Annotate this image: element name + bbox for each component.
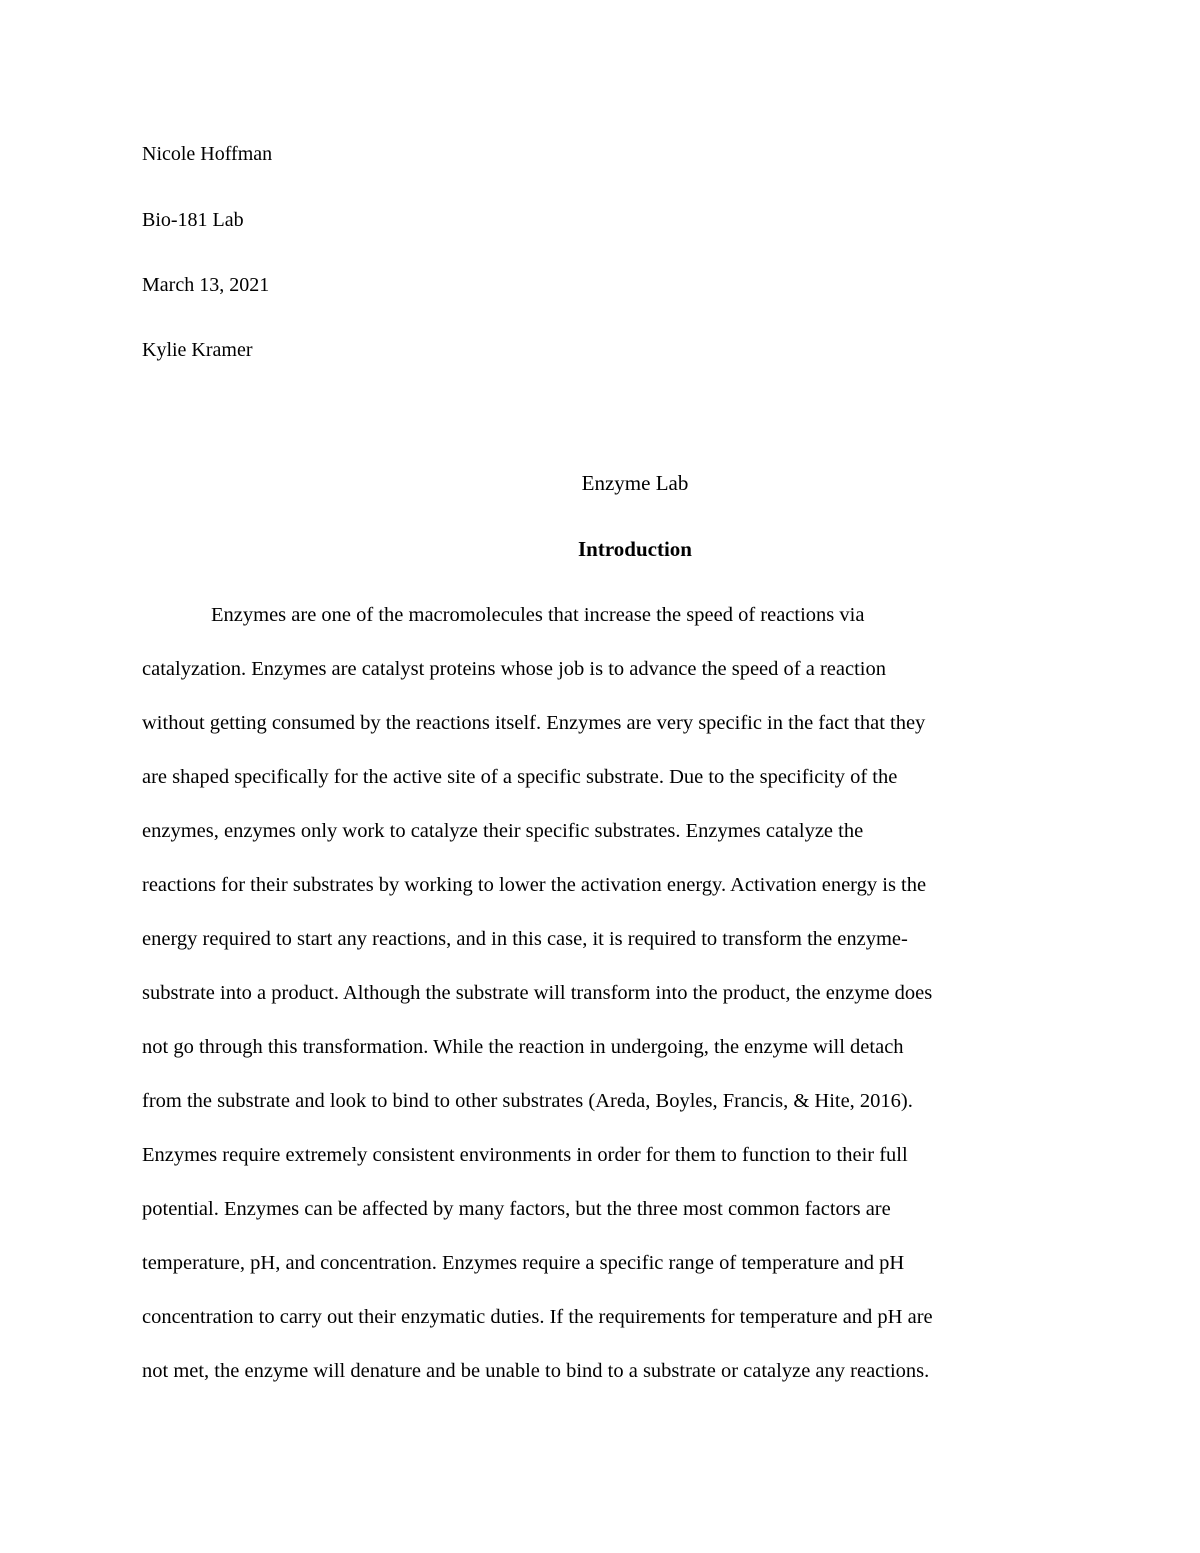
paragraph-line: without getting consumed by the reactions itself. Enzymes are very specific in the fact that they xyxy=(142,712,926,734)
paragraph-line: energy required to start any reactions, and in this case, it is required to transform the enzyme- xyxy=(142,928,908,950)
document-title: Enzyme Lab xyxy=(581,471,689,495)
paragraph-line: substrate into a product. Although the substrate will transform into the product, the enzyme does xyxy=(142,982,933,1004)
paragraph-line: reactions for their substrates by working to lower the activation energy. Activation energy is the xyxy=(142,874,927,896)
instructor-name: Kylie Kramer xyxy=(142,339,253,361)
course-name: Bio-181 Lab xyxy=(142,209,244,231)
paragraph-line: Enzymes are one of the macromolecules that increase the speed of reactions via xyxy=(211,604,865,626)
paragraph-line: catalyzation. Enzymes are catalyst proteins whose job is to advance the speed of a reaction xyxy=(142,658,886,680)
section-heading-introduction: Introduction xyxy=(578,537,692,561)
paragraph-line: potential. Enzymes can be affected by many factors, but the three most common factors are xyxy=(142,1198,891,1220)
paragraph-line: enzymes, enzymes only work to catalyze their specific substrates. Enzymes catalyze the xyxy=(142,820,864,842)
paragraph-line: Enzymes require extremely consistent environments in order for them to function to their full xyxy=(142,1144,908,1166)
paragraph-line: temperature, pH, and concentration. Enzymes require a specific range of temperature and pH xyxy=(142,1252,905,1274)
paragraph-line: concentration to carry out their enzymatic duties. If the requirements for temperature and pH are xyxy=(142,1306,933,1328)
paragraph-line: from the substrate and look to bind to other substrates (Areda, Boyles, Francis, & Hite, 2016). xyxy=(142,1090,913,1112)
paragraph-line: not met, the enzyme will denature and be unable to bind to a substrate or catalyze any reactions. xyxy=(142,1360,930,1382)
paragraph-line: not go through this transformation. While the reaction in undergoing, the enzyme will detach xyxy=(142,1036,904,1058)
author-name: Nicole Hoffman xyxy=(142,143,273,165)
paragraph-line: are shaped specifically for the active site of a specific substrate. Due to the specificity of the xyxy=(142,766,898,788)
document-date: March 13, 2021 xyxy=(142,274,270,296)
